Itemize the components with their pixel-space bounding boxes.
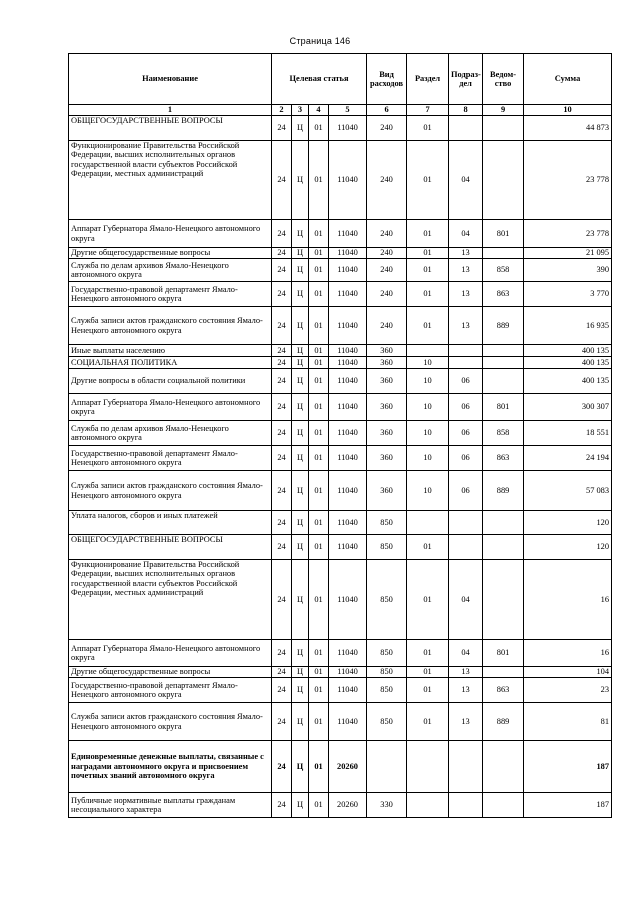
header-vedomstvo: Ведом-ство <box>483 54 524 105</box>
row-target-part-3: 01 <box>309 446 329 471</box>
row-vedomstvo: 801 <box>483 220 524 248</box>
row-vid <box>367 741 407 793</box>
row-target-part-2: Ц <box>292 421 309 446</box>
row-target-part-3: 01 <box>309 471 329 511</box>
row-target-part-1: 24 <box>272 793 292 818</box>
row-podrazdel <box>449 345 483 357</box>
row-target-part-3: 01 <box>309 394 329 421</box>
row-podrazdel: 13 <box>449 259 483 282</box>
row-podrazdel: 04 <box>449 560 483 640</box>
row-target-part-2: Ц <box>292 307 309 345</box>
row-vid: 850 <box>367 511 407 535</box>
row-podrazdel: 13 <box>449 703 483 741</box>
row-vid: 850 <box>367 560 407 640</box>
row-target-part-3: 01 <box>309 793 329 818</box>
row-podrazdel: 06 <box>449 421 483 446</box>
row-name: Единовременные денежные выплаты, связанные с наградами автономного округа и присвоением почетных званий автономного округа <box>69 741 272 793</box>
row-razdel: 01 <box>407 282 449 307</box>
row-razdel: 01 <box>407 259 449 282</box>
row-target-code: 11040 <box>329 535 367 560</box>
row-name: Иные выплаты населению <box>69 345 272 357</box>
row-target-part-2: Ц <box>292 248 309 259</box>
table-row <box>69 640 612 667</box>
row-target-part-1: 24 <box>272 220 292 248</box>
row-target-part-1: 24 <box>272 248 292 259</box>
table-row <box>69 535 612 560</box>
row-target-part-1: 24 <box>272 703 292 741</box>
column-number: 5 <box>329 105 367 116</box>
row-target-part-3: 01 <box>309 282 329 307</box>
row-target-part-3: 01 <box>309 220 329 248</box>
row-razdel: 10 <box>407 357 449 369</box>
row-vedomstvo: 858 <box>483 421 524 446</box>
row-target-code: 11040 <box>329 511 367 535</box>
row-vedomstvo: 801 <box>483 394 524 421</box>
table-row <box>69 446 612 471</box>
row-target-part-1: 24 <box>272 116 292 141</box>
row-vid: 850 <box>367 678 407 703</box>
row-target-code: 11040 <box>329 345 367 357</box>
row-name: Служба записи актов гражданского состояния Ямало-Ненецкого автономного округа <box>69 703 272 741</box>
row-podrazdel: 13 <box>449 667 483 678</box>
row-razdel: 10 <box>407 394 449 421</box>
row-name: Служба записи актов гражданского состояния Ямало-Ненецкого автономного округа <box>69 307 272 345</box>
row-name: Государственно-правовой департамент Ямало-Ненецкого автономного округа <box>69 446 272 471</box>
row-vedomstvo <box>483 369 524 394</box>
row-target-part-1: 24 <box>272 471 292 511</box>
table-row <box>69 345 612 357</box>
row-vid: 240 <box>367 248 407 259</box>
table-row <box>69 560 612 640</box>
row-vid: 330 <box>367 793 407 818</box>
table-row <box>69 116 612 141</box>
row-razdel: 10 <box>407 471 449 511</box>
row-sum: 16 <box>524 560 612 640</box>
row-vedomstvo <box>483 116 524 141</box>
row-vid: 360 <box>367 421 407 446</box>
table-row <box>69 678 612 703</box>
row-target-part-1: 24 <box>272 640 292 667</box>
row-podrazdel: 13 <box>449 282 483 307</box>
row-name: Функционирование Правительства Российской Федерации, высших исполнительных органов государственной власти субъектов Российской Федерации, местных администраций <box>69 560 272 640</box>
row-sum: 400 135 <box>524 357 612 369</box>
row-target-part-3: 01 <box>309 741 329 793</box>
column-number: 10 <box>524 105 612 116</box>
row-target-code: 11040 <box>329 282 367 307</box>
row-sum: 16 935 <box>524 307 612 345</box>
table-row <box>69 220 612 248</box>
row-target-part-3: 01 <box>309 116 329 141</box>
row-vedomstvo: 863 <box>483 446 524 471</box>
row-target-part-1: 24 <box>272 741 292 793</box>
row-target-code: 11040 <box>329 421 367 446</box>
row-target-part-1: 24 <box>272 535 292 560</box>
page-number-label: Страница 146 <box>289 36 351 46</box>
row-target-code: 11040 <box>329 703 367 741</box>
row-target-part-3: 01 <box>309 511 329 535</box>
row-target-code: 11040 <box>329 220 367 248</box>
row-razdel: 01 <box>407 678 449 703</box>
row-target-part-3: 01 <box>309 357 329 369</box>
table-row <box>69 793 612 818</box>
row-target-code: 20260 <box>329 793 367 818</box>
row-target-part-2: Ц <box>292 259 309 282</box>
row-vedomstvo: 863 <box>483 678 524 703</box>
row-target-code: 11040 <box>329 678 367 703</box>
row-name: Другие общегосударственные вопросы <box>69 667 272 678</box>
row-razdel <box>407 345 449 357</box>
row-target-part-1: 24 <box>272 678 292 703</box>
row-vid: 360 <box>367 369 407 394</box>
row-vedomstvo <box>483 741 524 793</box>
column-number: 3 <box>292 105 309 116</box>
row-razdel <box>407 793 449 818</box>
row-sum: 16 <box>524 640 612 667</box>
row-vid: 360 <box>367 345 407 357</box>
row-vid: 850 <box>367 535 407 560</box>
row-podrazdel: 04 <box>449 220 483 248</box>
row-vedomstvo <box>483 345 524 357</box>
row-vid: 360 <box>367 394 407 421</box>
header-target: Целевая статья <box>272 54 367 105</box>
row-razdel: 10 <box>407 446 449 471</box>
row-target-code: 11040 <box>329 560 367 640</box>
row-target-part-3: 01 <box>309 640 329 667</box>
row-razdel: 01 <box>407 116 449 141</box>
row-target-part-3: 01 <box>309 307 329 345</box>
row-vid: 240 <box>367 116 407 141</box>
row-target-part-2: Ц <box>292 471 309 511</box>
row-target-part-3: 01 <box>309 703 329 741</box>
row-target-part-3: 01 <box>309 345 329 357</box>
column-number: 4 <box>309 105 329 116</box>
row-sum: 3 770 <box>524 282 612 307</box>
row-podrazdel: 04 <box>449 141 483 220</box>
row-sum: 390 <box>524 259 612 282</box>
row-podrazdel <box>449 116 483 141</box>
row-target-code: 11040 <box>329 116 367 141</box>
row-target-part-1: 24 <box>272 282 292 307</box>
row-sum: 57 083 <box>524 471 612 511</box>
table-row <box>69 282 612 307</box>
row-sum: 23 778 <box>524 141 612 220</box>
row-podrazdel: 06 <box>449 446 483 471</box>
row-target-part-1: 24 <box>272 421 292 446</box>
row-target-part-2: Ц <box>292 741 309 793</box>
row-target-code: 20260 <box>329 741 367 793</box>
table-row <box>69 394 612 421</box>
row-target-part-2: Ц <box>292 535 309 560</box>
row-vedomstvo: 858 <box>483 259 524 282</box>
table-row <box>69 421 612 446</box>
table-row <box>69 357 612 369</box>
row-sum: 300 307 <box>524 394 612 421</box>
row-sum: 18 551 <box>524 421 612 446</box>
row-target-part-1: 24 <box>272 259 292 282</box>
row-vedomstvo <box>483 357 524 369</box>
row-target-part-2: Ц <box>292 141 309 220</box>
row-target-part-1: 24 <box>272 369 292 394</box>
row-vid: 850 <box>367 667 407 678</box>
row-vid: 360 <box>367 357 407 369</box>
row-sum: 187 <box>524 741 612 793</box>
row-target-part-1: 24 <box>272 307 292 345</box>
row-target-part-1: 24 <box>272 394 292 421</box>
row-name: ОБЩЕГОСУДАРСТВЕННЫЕ ВОПРОСЫ <box>69 116 272 141</box>
row-target-code: 11040 <box>329 141 367 220</box>
row-vedomstvo: 863 <box>483 282 524 307</box>
row-razdel: 01 <box>407 248 449 259</box>
table-row <box>69 248 612 259</box>
column-number: 6 <box>367 105 407 116</box>
row-podrazdel: 06 <box>449 394 483 421</box>
row-target-code: 11040 <box>329 471 367 511</box>
table-row <box>69 259 612 282</box>
row-target-part-1: 24 <box>272 446 292 471</box>
row-podrazdel <box>449 793 483 818</box>
row-razdel <box>407 741 449 793</box>
row-podrazdel <box>449 511 483 535</box>
row-razdel: 01 <box>407 667 449 678</box>
row-name: Служба по делам архивов Ямало-Ненецкого автономного округа <box>69 421 272 446</box>
row-target-part-3: 01 <box>309 369 329 394</box>
row-vid: 240 <box>367 220 407 248</box>
column-number: 7 <box>407 105 449 116</box>
row-podrazdel: 06 <box>449 369 483 394</box>
row-target-part-1: 24 <box>272 560 292 640</box>
row-target-code: 11040 <box>329 394 367 421</box>
row-razdel: 10 <box>407 369 449 394</box>
row-sum: 44 873 <box>524 116 612 141</box>
row-target-code: 11040 <box>329 667 367 678</box>
row-target-part-1: 24 <box>272 345 292 357</box>
column-number: 9 <box>483 105 524 116</box>
row-sum: 23 778 <box>524 220 612 248</box>
row-vedomstvo <box>483 667 524 678</box>
table-row <box>69 667 612 678</box>
row-vedomstvo <box>483 141 524 220</box>
row-target-part-3: 01 <box>309 560 329 640</box>
row-vid: 240 <box>367 282 407 307</box>
row-name: Аппарат Губернатора Ямало-Ненецкого автономного округа <box>69 394 272 421</box>
row-name: СОЦИАЛЬНАЯ ПОЛИТИКА <box>69 357 272 369</box>
row-sum: 81 <box>524 703 612 741</box>
row-vid: 850 <box>367 703 407 741</box>
row-vedomstvo <box>483 248 524 259</box>
row-vid: 360 <box>367 471 407 511</box>
row-target-code: 11040 <box>329 357 367 369</box>
row-target-part-3: 01 <box>309 141 329 220</box>
row-name: Функционирование Правительства Российской Федерации, высших исполнительных органов государственной власти субъектов Российской Федерации, местных администраций <box>69 141 272 220</box>
row-target-part-2: Ц <box>292 394 309 421</box>
row-sum: 400 135 <box>524 369 612 394</box>
row-name: Другие вопросы в области социальной политики <box>69 369 272 394</box>
row-name: Другие общегосударственные вопросы <box>69 248 272 259</box>
column-number: 1 <box>69 105 272 116</box>
row-sum: 187 <box>524 793 612 818</box>
row-target-part-1: 24 <box>272 357 292 369</box>
row-razdel: 01 <box>407 307 449 345</box>
row-target-part-1: 24 <box>272 667 292 678</box>
row-vid: 240 <box>367 259 407 282</box>
table-row <box>69 741 612 793</box>
column-number: 2 <box>272 105 292 116</box>
row-vedomstvo <box>483 560 524 640</box>
row-target-code: 11040 <box>329 259 367 282</box>
row-target-part-2: Ц <box>292 116 309 141</box>
row-target-code: 11040 <box>329 640 367 667</box>
row-vid: 240 <box>367 307 407 345</box>
row-target-part-2: Ц <box>292 357 309 369</box>
table-row <box>69 307 612 345</box>
row-name: Уплата налогов, сборов и иных платежей <box>69 511 272 535</box>
row-podrazdel: 13 <box>449 678 483 703</box>
table-row <box>69 703 612 741</box>
row-target-part-2: Ц <box>292 640 309 667</box>
row-name: Аппарат Губернатора Ямало-Ненецкого автономного округа <box>69 220 272 248</box>
row-vid: 240 <box>367 141 407 220</box>
header-vid: Вид расходов <box>367 54 407 105</box>
row-razdel: 10 <box>407 421 449 446</box>
header-podrazdel: Подраз-дел <box>449 54 483 105</box>
header-row <box>69 54 612 105</box>
row-sum: 120 <box>524 535 612 560</box>
row-vedomstvo <box>483 511 524 535</box>
table-body <box>69 116 612 818</box>
row-target-part-3: 01 <box>309 248 329 259</box>
row-razdel <box>407 511 449 535</box>
row-razdel: 01 <box>407 535 449 560</box>
table-row <box>69 369 612 394</box>
row-target-part-2: Ц <box>292 560 309 640</box>
row-podrazdel: 04 <box>449 640 483 667</box>
budget-table <box>68 53 612 818</box>
header-razdel: Раздел <box>407 54 449 105</box>
row-razdel: 01 <box>407 220 449 248</box>
column-number-row <box>69 105 612 116</box>
row-target-part-2: Ц <box>292 345 309 357</box>
table-row <box>69 511 612 535</box>
row-vedomstvo <box>483 793 524 818</box>
row-target-part-2: Ц <box>292 282 309 307</box>
row-target-part-2: Ц <box>292 703 309 741</box>
row-target-part-2: Ц <box>292 793 309 818</box>
row-name: Государственно-правовой департамент Ямало-Ненецкого автономного округа <box>69 282 272 307</box>
header-summa: Сумма <box>524 54 612 105</box>
row-target-part-2: Ц <box>292 678 309 703</box>
row-podrazdel <box>449 741 483 793</box>
row-target-part-3: 01 <box>309 678 329 703</box>
row-sum: 120 <box>524 511 612 535</box>
column-number: 8 <box>449 105 483 116</box>
row-vedomstvo: 889 <box>483 703 524 741</box>
row-name: Аппарат Губернатора Ямало-Ненецкого автономного округа <box>69 640 272 667</box>
row-name: Публичные нормативные выплаты гражданам несоциального характера <box>69 793 272 818</box>
row-vid: 360 <box>367 446 407 471</box>
row-target-code: 11040 <box>329 307 367 345</box>
row-vedomstvo: 801 <box>483 640 524 667</box>
row-vedomstvo <box>483 535 524 560</box>
row-vedomstvo: 889 <box>483 307 524 345</box>
row-target-part-2: Ц <box>292 667 309 678</box>
row-target-part-2: Ц <box>292 369 309 394</box>
row-sum: 21 095 <box>524 248 612 259</box>
row-target-part-2: Ц <box>292 511 309 535</box>
row-name: Служба по делам архивов Ямало-Ненецкого автономного округа <box>69 259 272 282</box>
row-podrazdel <box>449 535 483 560</box>
row-razdel: 01 <box>407 141 449 220</box>
row-podrazdel: 13 <box>449 248 483 259</box>
row-sum: 400 135 <box>524 345 612 357</box>
row-razdel: 01 <box>407 560 449 640</box>
row-target-code: 11040 <box>329 446 367 471</box>
row-name: ОБЩЕГОСУДАРСТВЕННЫЕ ВОПРОСЫ <box>69 535 272 560</box>
row-vedomstvo: 889 <box>483 471 524 511</box>
row-sum: 23 <box>524 678 612 703</box>
row-target-part-1: 24 <box>272 511 292 535</box>
row-podrazdel: 06 <box>449 471 483 511</box>
row-target-part-2: Ц <box>292 446 309 471</box>
row-target-part-3: 01 <box>309 535 329 560</box>
header-name: Наименование <box>69 54 272 105</box>
row-target-part-3: 01 <box>309 667 329 678</box>
row-razdel: 01 <box>407 640 449 667</box>
row-vid: 850 <box>367 640 407 667</box>
row-target-part-3: 01 <box>309 421 329 446</box>
row-sum: 104 <box>524 667 612 678</box>
row-podrazdel <box>449 357 483 369</box>
row-razdel: 01 <box>407 703 449 741</box>
row-target-part-1: 24 <box>272 141 292 220</box>
table-row <box>69 141 612 220</box>
row-sum: 24 194 <box>524 446 612 471</box>
table-row <box>69 471 612 511</box>
row-target-part-3: 01 <box>309 259 329 282</box>
row-name: Служба записи актов гражданского состояния Ямало-Ненецкого автономного округа <box>69 471 272 511</box>
row-podrazdel: 13 <box>449 307 483 345</box>
row-target-code: 11040 <box>329 248 367 259</box>
row-name: Государственно-правовой департамент Ямало-Ненецкого автономного округа <box>69 678 272 703</box>
row-target-part-2: Ц <box>292 220 309 248</box>
row-target-code: 11040 <box>329 369 367 394</box>
